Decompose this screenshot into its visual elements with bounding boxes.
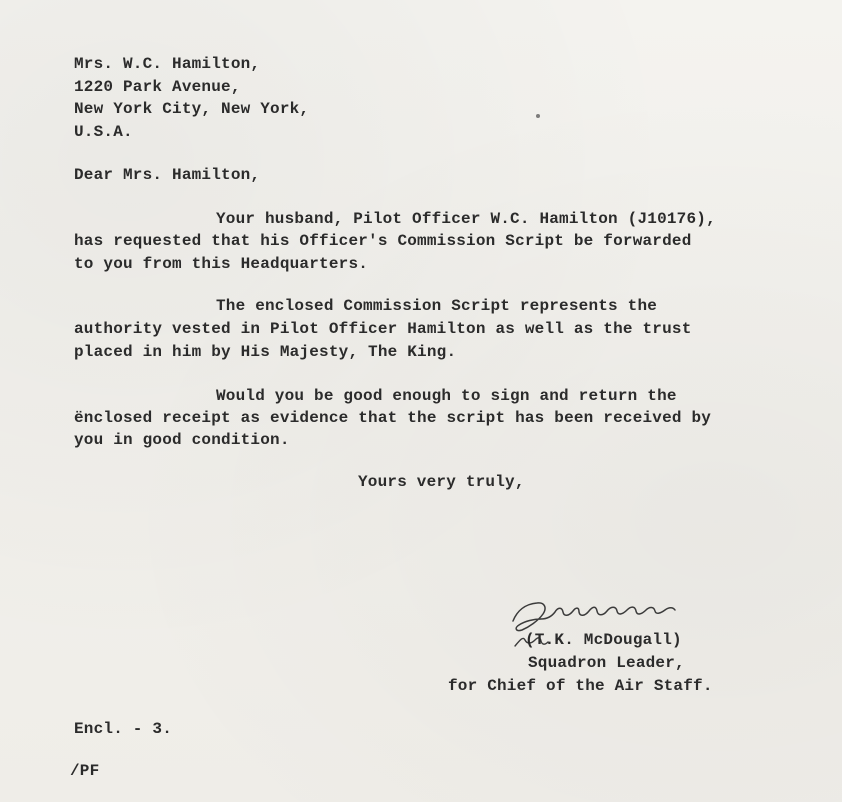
paragraph-2-line-1: The enclosed Commission Script represents the [216, 297, 658, 315]
recipient-street: 1220 Park Avenue, [74, 78, 241, 96]
reference-initials: /PF [70, 762, 100, 780]
paragraph-2-line-2: authority vested in Pilot Officer Hamilton as well as the trust [74, 320, 692, 338]
typed-name: (T.K. McDougall) [525, 631, 682, 649]
recipient-name: Mrs. W.C. Hamilton, [74, 55, 261, 73]
recipient-country: U.S.A. [74, 123, 133, 141]
paragraph-1-line-1: Your husband, Pilot Officer W.C. Hamilton (J10176), [216, 210, 716, 228]
paper-speck [536, 114, 540, 118]
paragraph-3-line-2: ënclosed receipt as evidence that the script has been received by [74, 409, 712, 427]
paragraph-3-line-1: Would you be good enough to sign and return the [216, 387, 677, 405]
paragraph-1-line-2: has requested that his Officer's Commission Script be forwarded [74, 232, 692, 250]
rank: Squadron Leader, [528, 654, 685, 672]
paragraph-3-line-3: you in good condition. [74, 431, 290, 449]
paragraph-1-line-3: to you from this Headquarters. [74, 255, 369, 273]
closing: Yours very truly, [358, 473, 525, 491]
staff-title: for Chief of the Air Staff. [448, 677, 713, 695]
salutation: Dear Mrs. Hamilton, [74, 166, 261, 184]
enclosure-note: Encl. - 3. [74, 720, 173, 738]
paragraph-2-line-3: placed in him by His Majesty, The King. [74, 343, 457, 361]
recipient-city: New York City, New York, [74, 100, 310, 118]
